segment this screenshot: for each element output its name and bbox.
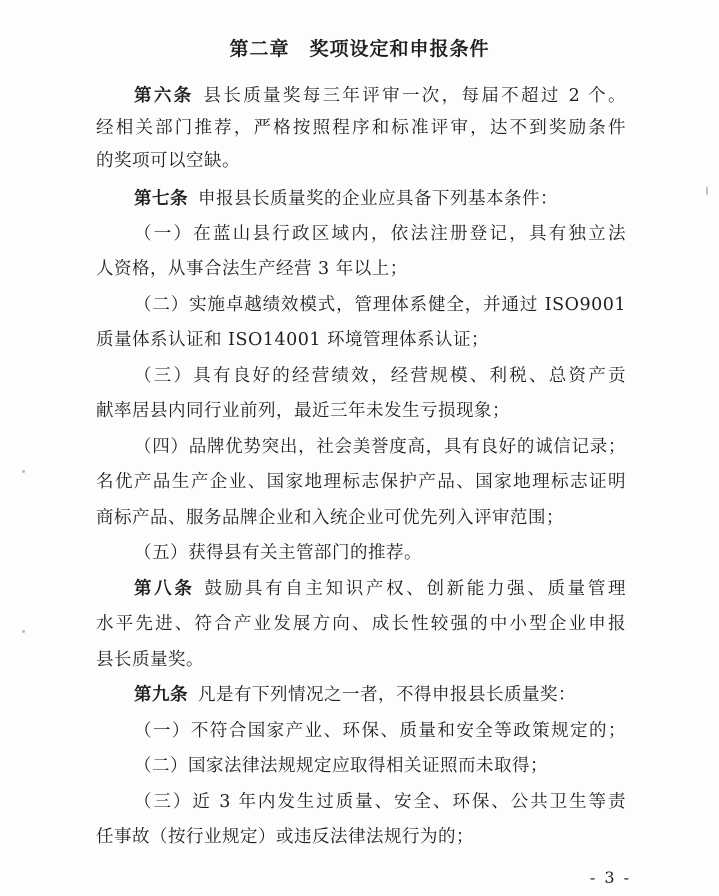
article-7-label: 第七条	[134, 189, 188, 209]
article-7-item-4c: 商标产品、服务品牌企业和入统企业可优先列入评审范围；	[96, 508, 564, 528]
article-9-item-1: （一）不符合国家产业、环保、质量和安全等政策规定的；	[134, 721, 626, 741]
article-6-text-1: 县长质量奖每三年评审一次，每届不超过 2 个。	[203, 86, 626, 106]
article-7-line-1	[134, 187, 626, 211]
article-6-line-1	[134, 84, 626, 108]
article-8-line-3: 县长质量奖。	[96, 650, 204, 670]
article-9-item-3a: （三）近 3 年内发生过质量、安全、环保、公共卫生等责	[134, 792, 626, 812]
article-9-item-3b: 任事故（按行业规定）或违反法律法规行为的；	[96, 827, 474, 847]
scan-speck	[706, 186, 708, 196]
article-7-item-3b: 献率居县内同行业前列，最近三年未发生亏损现象；	[96, 401, 510, 421]
article-6-line-3: 的奖项可以空缺。	[96, 151, 240, 171]
scan-speck	[22, 630, 25, 633]
article-7-item-3a: （三）具有良好的经营绩效，经营规模、利税、总资产贡	[134, 366, 626, 386]
article-7-item-1b: 人资格，从事合法生产经营 3 年以上；	[96, 259, 408, 279]
article-7-item-2a: （二）实施卓越绩效模式，管理体系健全，并通过 ISO9001	[134, 295, 626, 315]
article-7-item-5: （五）获得县有关主管部门的推荐。	[134, 543, 422, 563]
article-7-item-1a: （一）在蓝山县行政区域内，依法注册登记，具有独立法	[134, 224, 626, 244]
article-7-item-4b: 名优产品生产企业、国家地理标志保护产品、国家地理标志证明	[96, 472, 626, 492]
article-7-text-1: 申报县长质量奖的企业应具备下列基本条件：	[198, 189, 558, 209]
article-8-line-1	[134, 577, 626, 601]
article-7-item-2b: 质量体系认证和 ISO14001 环境管理体系认证；	[96, 330, 490, 350]
article-8-label: 第八条	[134, 579, 195, 599]
article-6-label: 第六条	[134, 86, 194, 106]
article-9-label: 第九条	[134, 685, 188, 705]
page-number: - 3 -	[589, 868, 631, 887]
article-7-item-4a: （四）品牌优势突出，社会美誉度高，具有良好的诚信记录；	[134, 437, 626, 457]
article-9-line-1	[134, 683, 626, 707]
chapter-title: 第二章 奖项设定和申报条件	[229, 38, 490, 60]
article-8-line-2: 水平先进、符合产业发展方向、成长性较强的中小型企业申报	[96, 614, 626, 634]
article-6-line-2: 经相关部门推荐，严格按照程序和标准评审，达不到奖励条件	[96, 118, 626, 138]
article-9-text-1: 凡是有下列情况之一者，不得申报县长质量奖：	[198, 685, 576, 705]
article-8-text-1: 鼓励具有自主知识产权、创新能力强、质量管理	[204, 579, 627, 599]
scan-speck	[22, 470, 25, 473]
article-9-item-2: （二）国家法律法规规定应取得相关证照而未取得；	[134, 756, 548, 776]
